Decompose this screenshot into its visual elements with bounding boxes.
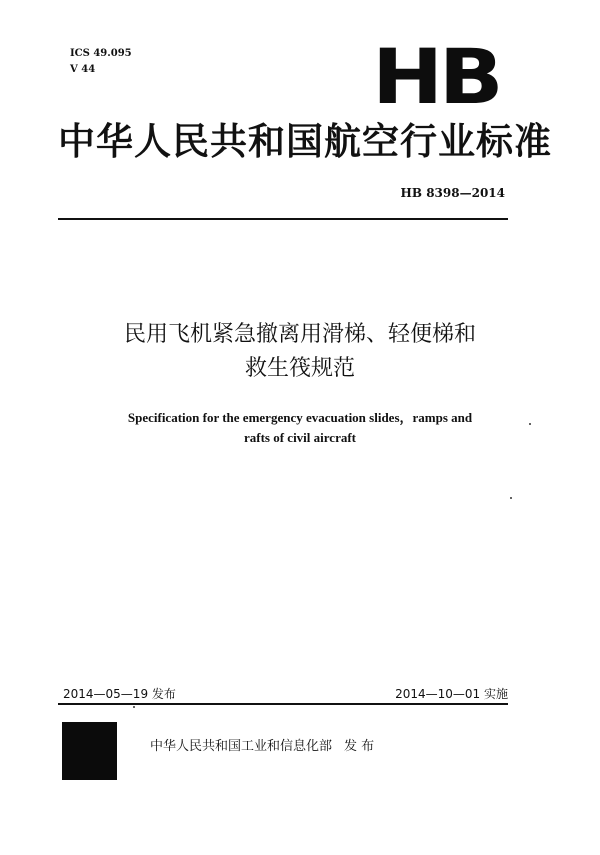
issuer-name: 中华人民共和国工业和信息化部 xyxy=(150,739,333,754)
publisher-emblem xyxy=(62,722,117,780)
issuer-action: 发 布 xyxy=(344,739,375,754)
document-title-english-line1: Specification for the emergency evacuation slides，ramps and xyxy=(127,410,473,425)
document-title-chinese-line1: 民用飞机紧急撤离用滑梯、轻便梯和 xyxy=(123,322,476,347)
document-title-chinese-line2: 救生筏规范 xyxy=(244,356,355,381)
standard-number: HB 8398—2014 xyxy=(400,186,505,200)
document-title-english-line2: rafts of civil aircraft xyxy=(243,430,357,445)
issue-date: 2014—05—19 发布 xyxy=(63,687,176,701)
document-title-english xyxy=(0,408,600,448)
standard-title: 中华人民共和国航空行业标准 xyxy=(58,120,552,163)
hb-logo: HB xyxy=(372,32,500,121)
bottom-divider xyxy=(58,703,508,705)
classification-codes xyxy=(70,46,132,78)
ics-code: ICS 49.095 xyxy=(70,48,132,59)
top-divider xyxy=(58,218,508,220)
speck-mark xyxy=(133,706,135,708)
speck-mark xyxy=(529,423,531,425)
document-title-chinese xyxy=(0,318,600,386)
implementation-date: 2014—10—01 实施 xyxy=(395,687,508,701)
ccs-code: V 44 xyxy=(70,64,96,75)
issuing-authority xyxy=(150,735,374,754)
speck-mark xyxy=(510,497,512,499)
